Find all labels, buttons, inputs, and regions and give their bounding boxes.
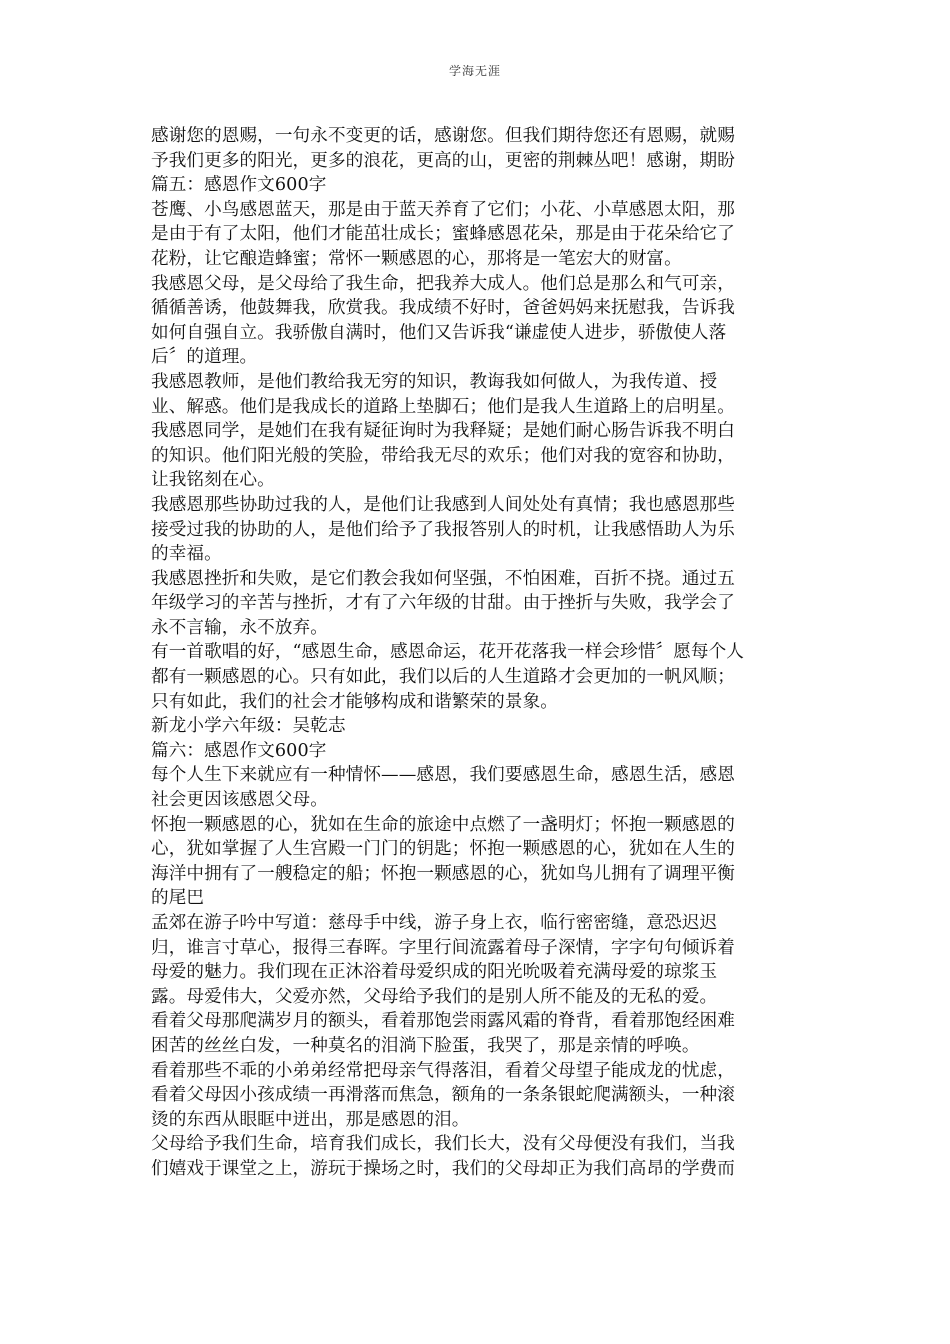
text-line: 年级学习的辛苦与挫折，才有了六年级的甘甜。由于挫折与失败，我学会了 (151, 593, 735, 614)
text-line: 每个人生下来就应有一种情怀——感恩，我们要感恩生命，感恩生活，感恩 (151, 765, 735, 786)
text-line: 困苦的丝丝白发，一种莫名的泪淌下脸蛋，我哭了，那是亲情的呼唤。 (151, 1035, 700, 1056)
text-line: 我感恩挫折和失败，是它们教会我如何坚强，不怕困难，百折不挠。通过五 (151, 568, 735, 589)
text-line: 父母给予我们生命，培育我们成长，我们长大，没有父母便没有我们，当我 (151, 1134, 735, 1155)
text-line: 接受过我的协助的人，是他们给予了我报答别人的时机，让我感悟助人为乐 (151, 519, 735, 540)
text-line: 我感恩同学，是她们在我有疑征询时为我释疑；是她们耐心肠告诉我不明白 (151, 421, 735, 442)
text-line: 我感恩那些协助过我的人，是他们让我感到人间处处有真情；我也感恩那些 (151, 494, 735, 515)
text-line: 看着父母因小孩成绩一再滑落而焦急，额角的一条条银蛇爬满额头，一种滚 (151, 1085, 735, 1106)
text-line: 让我铭刻在心。 (151, 470, 275, 491)
author-line: 新龙小学六年级：吴乾志 (151, 716, 346, 737)
text-line: 归，谁言寸草心，报得三春晖。字里行间流露着母子深情，字字句句倾诉着 (151, 937, 735, 958)
text-line: 感谢您的恩赐，一句永不变更的话，感谢您。但我们期待您还有恩赐，就赐 (151, 126, 735, 146)
document-body (151, 124, 787, 1182)
text-line: 孟郊在游子吟中写道：慈母手中线，游子身上衣，临行密密缝，意恐迟迟 (151, 913, 718, 933)
section-heading: 篇五：感恩作文600字 (151, 175, 327, 196)
text-line: 社会更因该感恩父母。 (151, 790, 328, 811)
text-line: 循循善诱，他鼓舞我，欣赏我。我成绩不好时，爸爸妈妈来抚慰我，告诉我 (151, 298, 735, 319)
text-line: 永不言输，永不放弃。 (151, 617, 328, 638)
text-line: 的知识。他们阳光般的笑脸，带给我无尽的欢乐；他们对我的宽容和协助， (151, 445, 735, 466)
page-header: 学海无涯 (448, 64, 501, 78)
text-line: 心，犹如掌握了人生宫殿一门门的钥匙；怀抱一颗感恩的心，犹如在人生的 (151, 839, 735, 860)
text-line: 我感恩父母，是父母给了我生命，把我养大成人。他们总是那么和气可亲， (151, 273, 735, 294)
section-heading: 篇六：感恩作文600字 (151, 740, 327, 761)
text-line: 都有一颗感恩的心。只有如此，我们以后的人生道路才会更加的一帆风顺； (151, 667, 735, 688)
text-line: 我感恩教师，是他们教给我无穷的知识，教诲我如何做人，为我传道、授 (151, 371, 718, 392)
text-line: 如何自强自立。我骄傲自满时，他们又告诉我“谦虚使人进步，骄傲使人落 (151, 322, 727, 343)
text-line: 有一首歌唱的好，“感恩生命，感恩命运，花开花落我一样会珍惜〞愿每个人 (151, 642, 744, 663)
text-line: 业、解惑。他们是我成长的道路上垫脚石；他们是我人生道路上的启明星。 (151, 396, 735, 417)
text-line: 看着那些不乖的小弟弟经常把母亲气得落泪，看着父母望子能成龙的忧虑， (151, 1060, 735, 1081)
text-line: 苍鹰、小鸟感恩蓝天，那是由于蓝天养育了它们；小花、小草感恩太阳，那 (151, 199, 735, 220)
text-line: 露。母爱伟大，父爱亦然，父母给予我们的是别人所不能及的无私的爱。 (151, 986, 718, 1007)
text-line: 只有如此，我们的社会才能够构成和谐繁荣的景象。 (151, 691, 558, 712)
text-line: 看着父母那爬满岁月的额头，看着那饱尝雨露风霜的脊背，看着那饱经困难 (151, 1011, 735, 1032)
text-line: 花粉，让它酿造蜂蜜；常怀一颗感恩的心，那将是一笔宏大的财富。 (151, 248, 682, 269)
text-line: 予我们更多的阳光，更多的浪花，更高的山，更密的荆棘丛吧！感谢，期盼 (151, 150, 735, 171)
text-line: 母爱的魅力。我们现在正沐浴着母爱织成的阳光吮吸着充满母爱的琼浆玉 (151, 962, 718, 983)
text-line: 的尾巴 (151, 888, 205, 909)
text-line: 烫的东西从眼眶中迸出，那是感恩的泪。 (151, 1109, 470, 1130)
text-line: 海洋中拥有了一艘稳定的船；怀抱一颗感恩的心，犹如鸟儿拥有了调理平衡 (151, 863, 735, 884)
text-line: 们嬉戏于课堂之上，游玩于操场之时，我们的父母却正为我们高昂的学费而 (151, 1158, 735, 1179)
text-line: 是由于有了太阳，他们才能茁壮成长；蜜蜂感恩花朵，那是由于花朵给它了 (151, 224, 735, 245)
text-line: 怀抱一颗感恩的心，犹如在生命的旅途中点燃了一盏明灯；怀抱一颗感恩的 (151, 814, 735, 835)
text-line: 的幸福。 (151, 544, 222, 565)
text-line: 后〞的道理。 (151, 347, 258, 368)
